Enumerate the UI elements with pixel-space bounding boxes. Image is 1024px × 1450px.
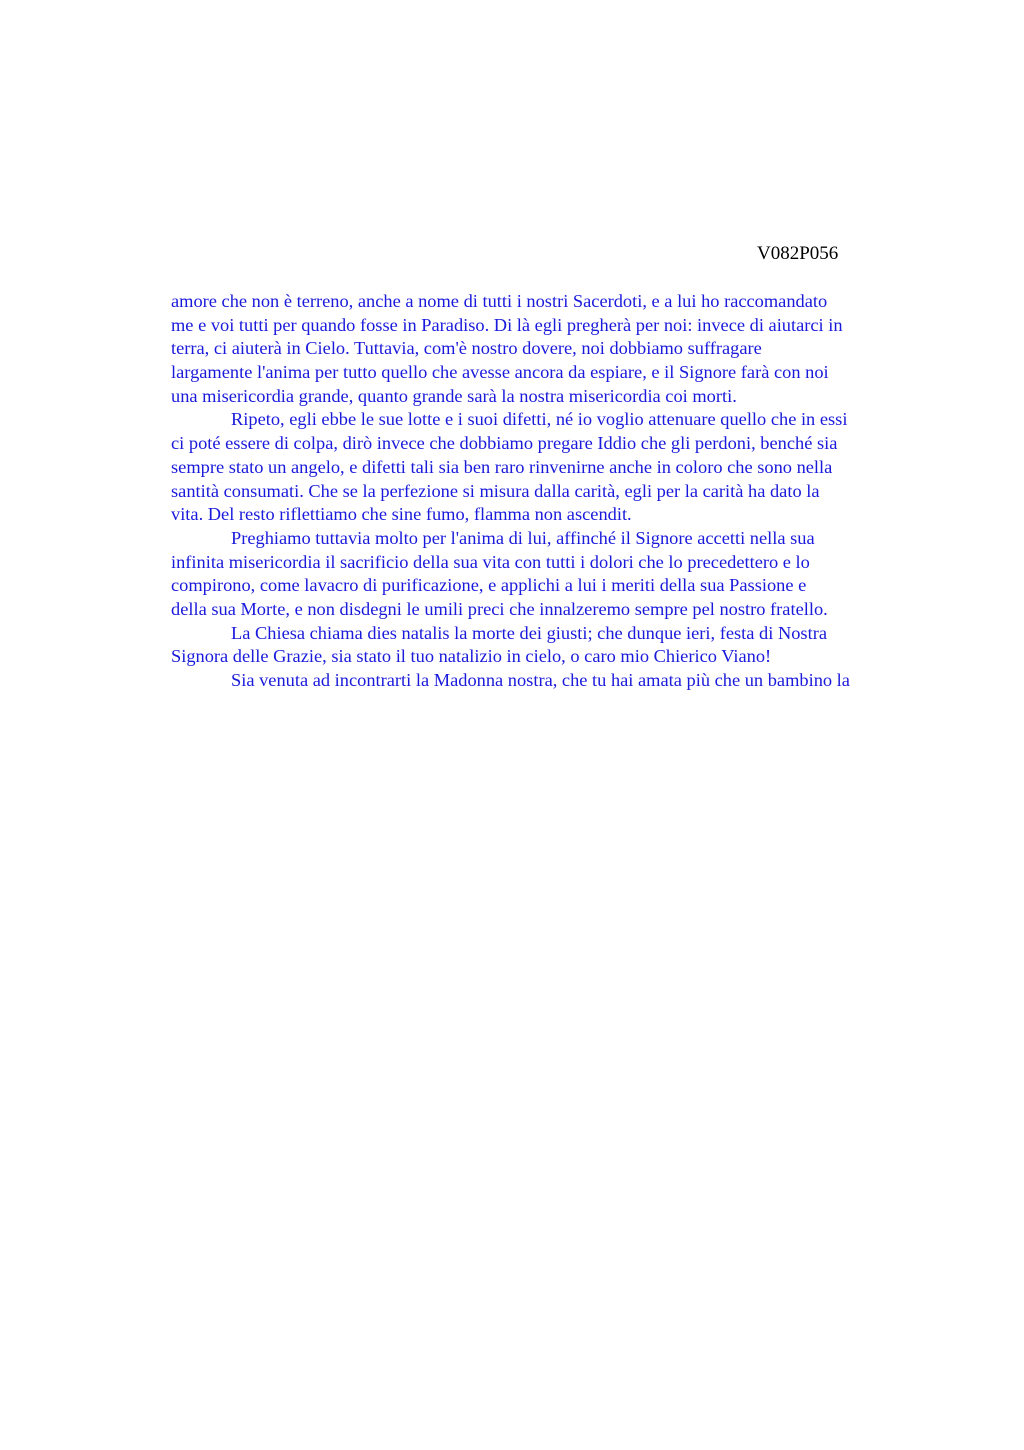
body-text xyxy=(171,290,971,693)
text-line: me e voi tutti per quando fosse in Paradiso. Di là egli pregherà per noi: invece di aiutarci in xyxy=(171,314,843,335)
text-line: Signora delle Grazie, sia stato il tuo natalizio in cielo, o caro mio Chierico Viano! xyxy=(171,646,772,667)
text-line: largamente l'anima per tutto quello che avesse ancora da espiare, e il Signore farà con noi xyxy=(171,362,829,383)
text-line: Preghiamo tuttavia molto per l'anima di lui, affinché il Signore accetti nella sua xyxy=(231,527,815,548)
text-line: una misericordia grande, quanto grande sarà la nostra misericordia coi morti. xyxy=(171,385,737,406)
page-code: V082P056 xyxy=(757,243,839,264)
text-line: vita. Del resto riflettiamo che sine fumo, flamma non ascendit. xyxy=(171,504,632,525)
text-line: Ripeto, egli ebbe le sue lotte e i suoi difetti, né io voglio attenuare quello che in essi xyxy=(231,409,848,430)
text-line: amore che non è terreno, anche a nome di tutti i nostri Sacerdoti, e a lui ho raccomandato xyxy=(171,291,828,311)
text-line: Sia venuta ad incontrarti la Madonna nostra, che tu hai amata più che un bambino la xyxy=(231,670,850,690)
text-line: compirono, come lavacro di purificazione, e applichi a lui i meriti della sua Passione e xyxy=(171,575,807,596)
text-line: terra, ci aiuterà in Cielo. Tuttavia, com'è nostro dovere, noi dobbiamo suffragare xyxy=(171,338,762,359)
text-line: santità consumati. Che se la perfezione si misura dalla carità, egli per la carità ha dato la xyxy=(171,480,820,501)
text-line: sempre stato un angelo, e difetti tali sia ben raro rinvenirne anche in coloro che sono nella xyxy=(171,456,833,477)
text-line: La Chiesa chiama dies natalis la morte dei giusti; che dunque ieri, festa di Nostra xyxy=(231,622,827,643)
text-line: infinita misericordia il sacrificio della sua vita con tutti i dolori che lo precedettero e lo xyxy=(171,551,810,572)
text-line: della sua Morte, e non disdegni le umili preci che innalzeremo sempre pel nostro fratello. xyxy=(171,598,828,619)
text-line: ci poté essere di colpa, dirò invece che dobbiamo pregare Iddio che gli perdoni, benché sia xyxy=(171,433,838,454)
